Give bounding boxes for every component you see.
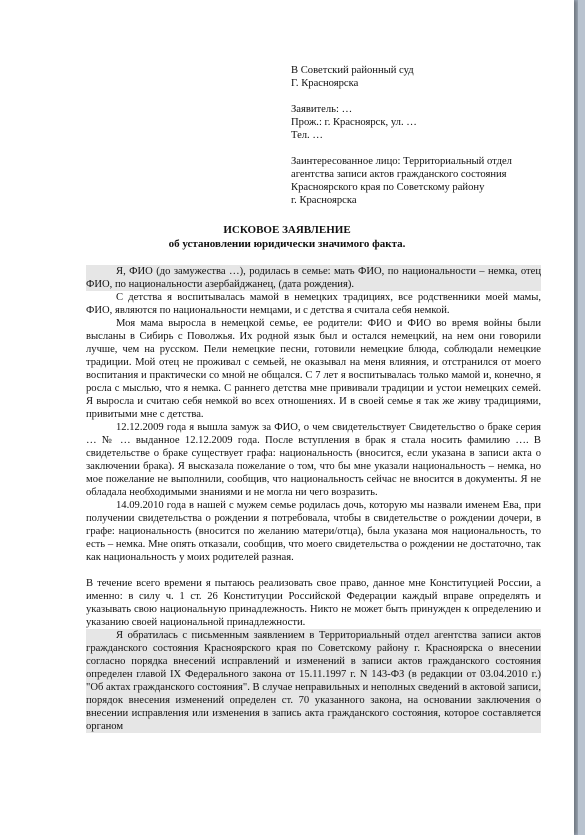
- paragraph-spacer: [86, 564, 541, 577]
- paragraph-mother-family: Моя мама выросла в немецкой семье, ее родители: ФИО и ФИО во время войны были высланы в Сибирь с Поволжья. Их родной язык был и остался немецкий, на нем они говорили лучше, чем на русском. Пели немецкие песни, готовили немецкие блюда, соблюдали немецкие традиции. Мой отец не проживал с семьей, не оказывал на меня влияния, и отстранился от моего воспитания и практически со мной не общался. С 7 лет я воспитывалась только мамой и, конечно, я росла с мыслью, что я немка. С раннего детства мне прививали традиции и устои немецких семей. Я выросла и считаю себя немкой во всех отношениях. И в своей семье я так же живу традициями, привитыми мне с детства.: [86, 318, 541, 420]
- paragraph-constitution: В течение всего времени я пытаюсь реализовать свое право, данное мне Конституцией России, а именно: в силу ч. 1 ст. 26 Конституции Российской Федерации каждый вправе определять и указывать свою национальную принадлежность. Никто не может быть принужден к определению и указанию своей национальной принадлежности.: [86, 578, 541, 628]
- vertical-scrollbar[interactable]: [578, 0, 585, 835]
- document-title: [0, 224, 574, 251]
- header-line: Красноярского края по Советскому району: [291, 182, 485, 193]
- header-line: Прож.: г. Красноярск, ул. …: [291, 117, 417, 128]
- header-line: В Советский районный суд: [291, 65, 414, 76]
- paragraph-marriage: 12.12.2009 года я вышла замуж за ФИО, о чем свидетельствует Свидетельство о браке серия … № … выданное 12.12.2009 года. После вступления в брак я стала носить фамилию …. В свидетельстве о браке существует графа: национальность (вносится, если указана в записи акта о заключении брака). Я высказала пожелание о том, что бы мне указали национальность – немка, но мое пожелание не выполнили, сообщив, что национальность сейчас не вносится в документы. Я не обладала необходимыми знаниями и не могла ни чего возразить.: [86, 422, 541, 498]
- header-line: г. Красноярска: [291, 195, 357, 206]
- header-spacer: [291, 90, 551, 103]
- document-body: [86, 265, 541, 733]
- addressee-block: [291, 64, 551, 207]
- paragraph-childhood: С детства я воспитывалась мамой в немецких традициях, все родственники моей мамы, ФИО, являются по национальности немцами, и с детства я считала себя немкой.: [86, 292, 541, 316]
- header-line: Заинтересованное лицо: Территориальный отдел: [291, 156, 512, 167]
- title-subtitle: об установлении юридически значимого факта.: [168, 237, 406, 250]
- paragraph-daughter: 14.09.2010 года в нашей с мужем семье родилась дочь, которую мы назвали именем Ева, при получении свидетельства о рождении я потребовала, чтобы в свидетельстве о рождении дочери, в графе: национальность (вносится по желанию матери/отца), была указана моя национальность, то есть – немка. Мне опять отказали, сообщив, что моего свидетельства о рождении не достаточно, так как национальность у моих родителей разная.: [86, 500, 541, 563]
- header-line: Тел. …: [291, 130, 323, 141]
- paragraph-application: Я обратилась с письменным заявлением в Территориальный отдел агентства записи актов гражданского состояния Красноярского края по Советскому району г. Красноярска о внесении согласно порядка внесений исправлений и изменений в записи актов гражданского состояния определен главой IX Федерального закона от 15.11.1997 г. N 143-ФЗ (в редакции от 03.04.2010 г.) "Об актах гражданского состояния". В случае неправильных и неполных сведений в актовой записи, порядок внесения изменений определен ст. 70 указанного закона, на основании заключения о внесении исправления или изменения в запись акта гражданского состояния, которое составляется органом: [86, 630, 541, 732]
- header-line: Заявитель: …: [291, 104, 353, 115]
- header-line: агентства записи актов гражданского состояния: [291, 169, 507, 180]
- paragraph-origin: Я, ФИО (до замужества …), родилась в семье: мать ФИО, по национальности – немка, отец ФИО, по национальности азербайджанец, (дата рождения).: [86, 266, 541, 290]
- header-spacer: [291, 142, 551, 155]
- header-line: Г. Красноярска: [291, 78, 359, 89]
- title-main: ИСКОВОЕ ЗАЯВЛЕНИЕ: [223, 224, 351, 236]
